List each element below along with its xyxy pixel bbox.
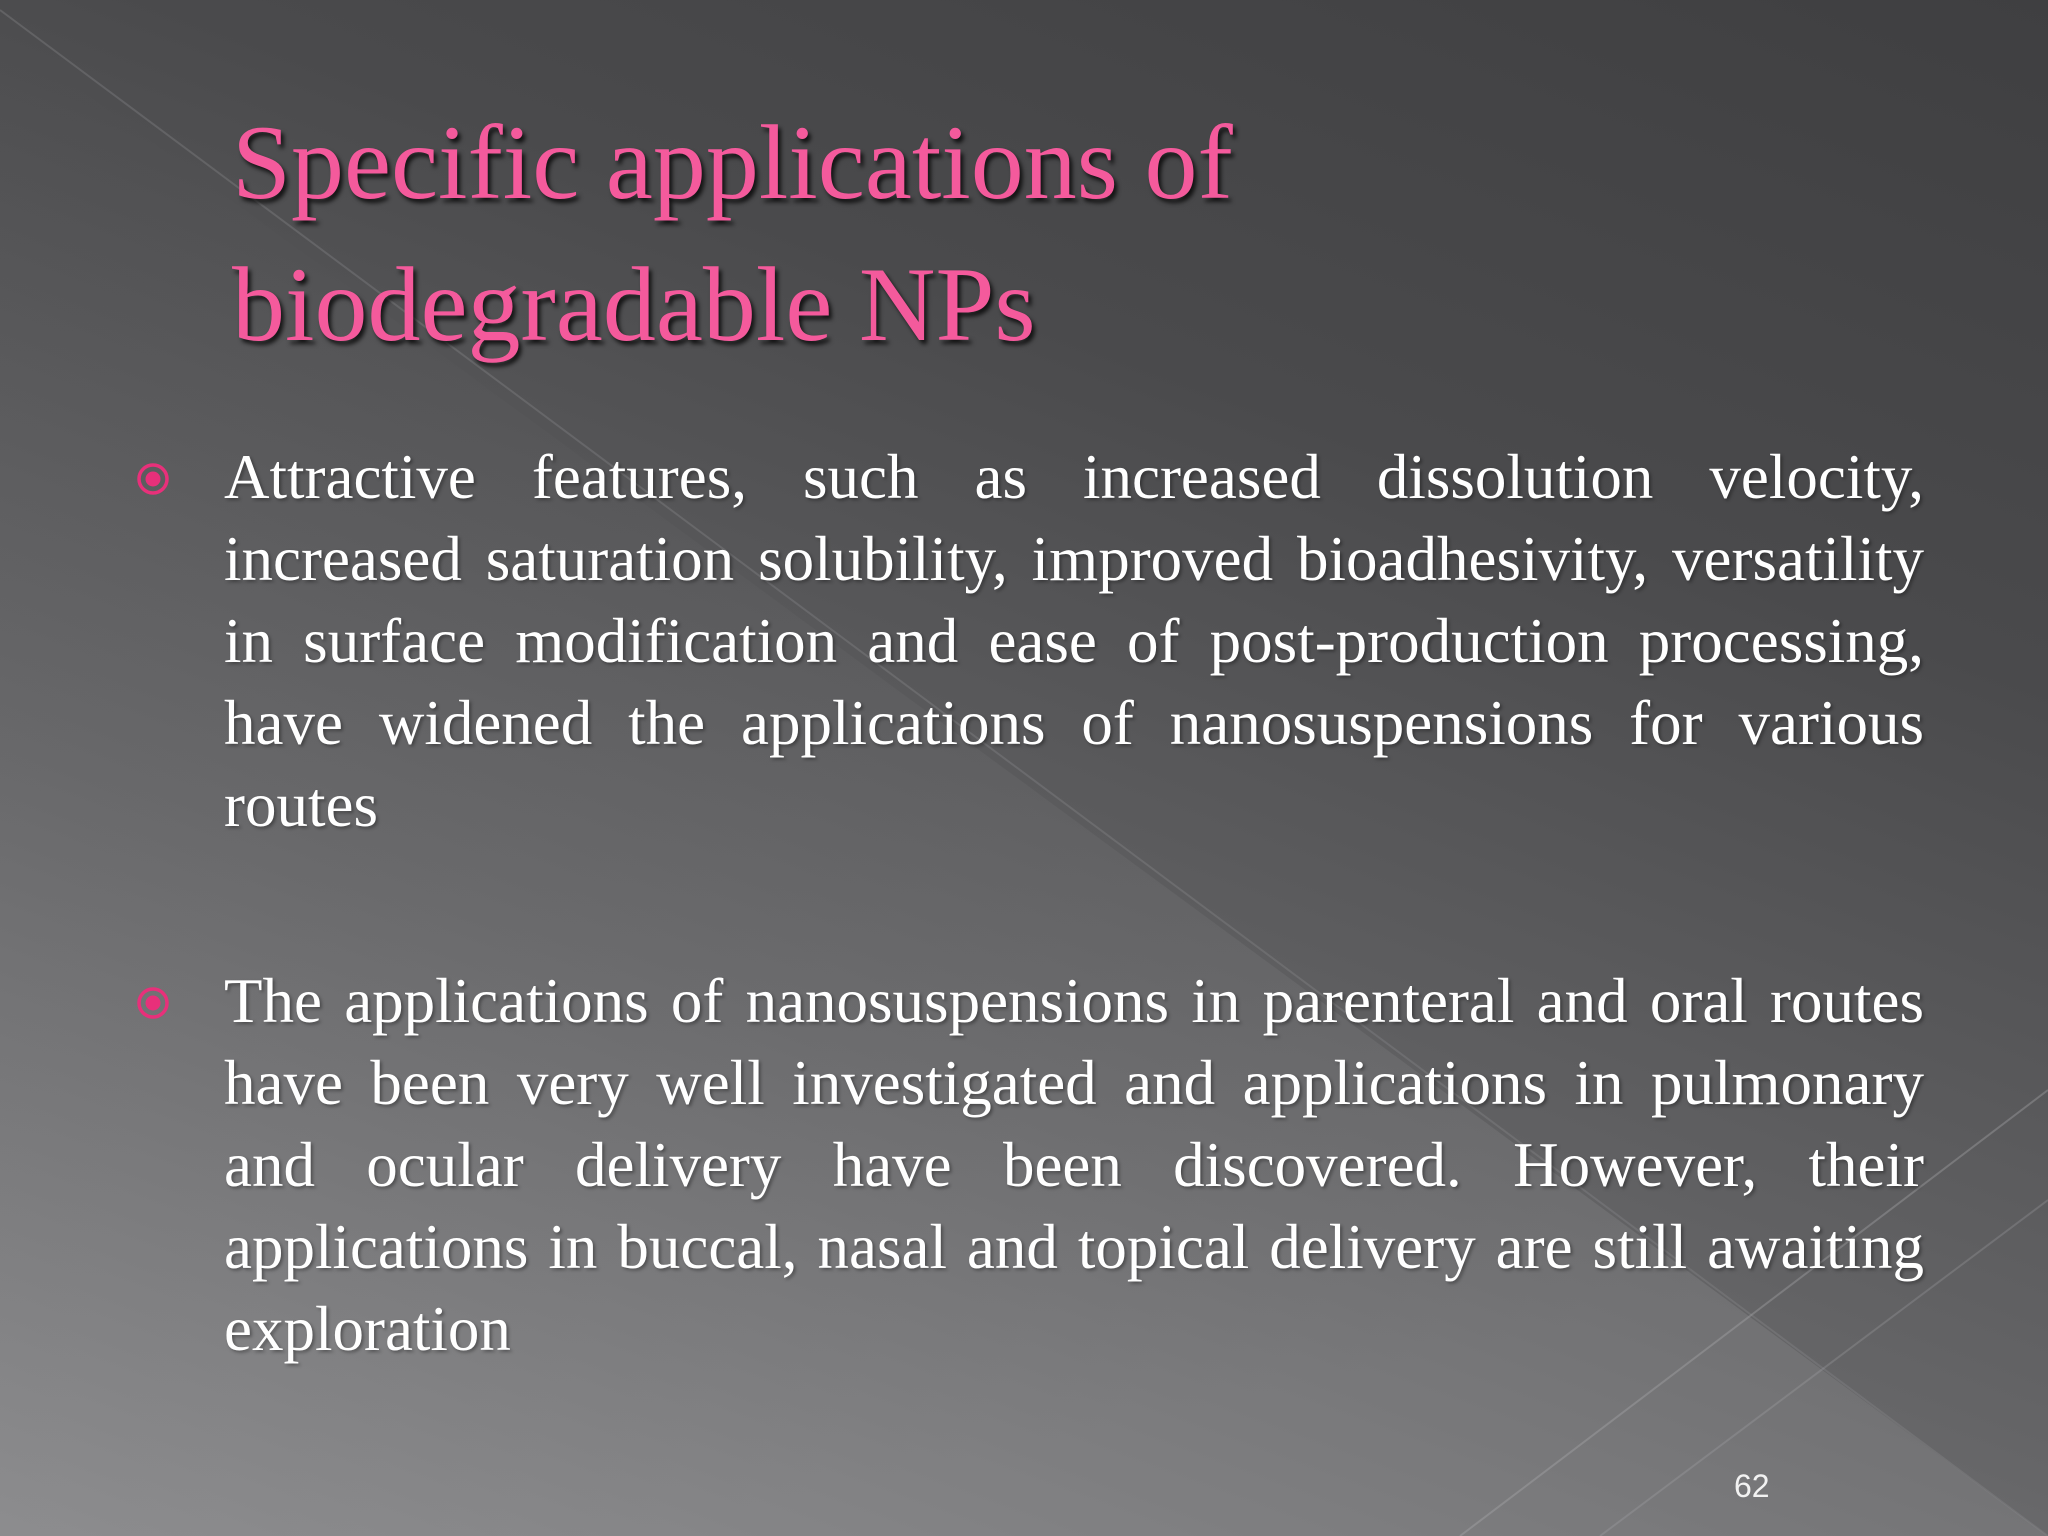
- slide-title-line: biodegradable NPs: [232, 246, 1036, 363]
- bullet-text: Attractive features, such as increased dissolution velocity, increased saturation solubility, improved bioadhesivity, versatility in surface modification and ease of post-production processing, have widened the applications of nanosuspensions for various routes: [224, 442, 1924, 840]
- page-number: 62: [1734, 1468, 1770, 1504]
- slide-title: [232, 92, 1832, 376]
- bullet-item: [224, 436, 1924, 846]
- circled-dot-bullet-icon: [136, 462, 170, 496]
- bullet-text: The applications of nanosuspensions in parenteral and oral routes have been very well investigated and applications in pulmonary and ocular delivery have been discovered. However, their applications in buccal, nasal and topical delivery are still awaiting exploration: [224, 966, 1924, 1364]
- bullet-item: [224, 960, 1924, 1370]
- slide-title-line: Specific applications of: [232, 104, 1233, 221]
- circled-dot-bullet-icon: [136, 986, 170, 1020]
